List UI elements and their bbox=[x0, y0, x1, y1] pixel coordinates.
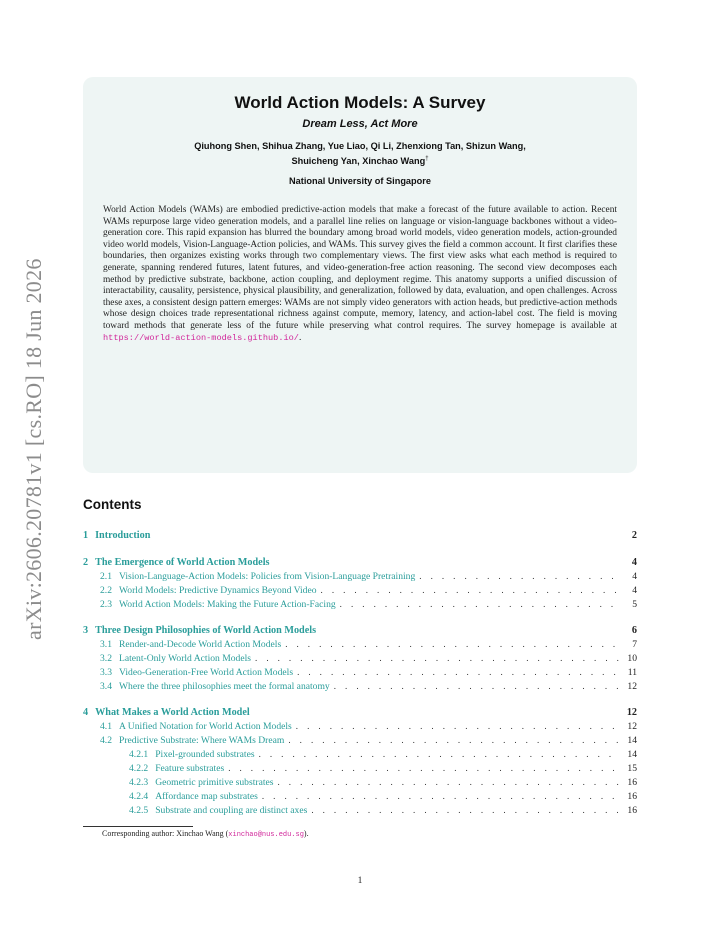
page-number: 1 bbox=[357, 876, 363, 886]
abstract bbox=[103, 205, 617, 344]
footnote: Corresponding author: Xinchao Wang (xinchao@nus.edu.sg). bbox=[102, 829, 309, 839]
abstract-text: World Action Models (WAMs) are embodied predictive-action models that make a forecast of the future available to action. Recent WAMs repurpose large video generation models, and a parallel line relies on language or vision-language backbones without a video-generation core. This rapid expansion has blurred the boundary among broad world models, video generation models, action-grounded video world models, Vision-Language-Action policies, and WAMs. This survey gives the field a common account. It first clarifies these boundaries, then organizes existing works through two complementary views. The first view asks what each method is required to generate, spanning rendered futures, latent futures, and video-generation-free action reasoning. The second view decomposes each method by predictive substrate, backbone, action coupling, and deployment regime. This anatomy supports a unified discussion of interactability, causality, persistence, physical plausibility, and generalization, followed by data, evaluation, and open challenges. Across these axes, a consistent design pattern emerges: WAMs are not simply video generators with action heads, but predictive-action methods whose design choices trade representational richness against compute, memory, latency, and action-label cost. The field is moving toward methods that generate less of the future while preserving what control requires. The survey homepage is available at bbox=[103, 205, 617, 331]
footnote-rule bbox=[83, 826, 193, 827]
homepage-link[interactable]: https://world-action-models.github.io/ bbox=[103, 332, 299, 343]
abstract-end: . bbox=[298, 332, 302, 343]
toc-entry-2-1[interactable]: 2.1 Vision-Language-Action Models: Policies from Vision-Language Pretraining . . . 4 bbox=[100, 571, 637, 583]
title-abstract-box bbox=[83, 77, 637, 473]
corresponding-email-link[interactable]: xinchao@nus.edu.sg bbox=[228, 831, 304, 839]
arxiv-identifier: arXiv:2606.20781v1 [cs.RO] 18 Jun 2026 bbox=[21, 258, 46, 640]
toc-entry-4[interactable]: 4 What Makes a World Action Model 12 bbox=[83, 707, 637, 718]
authors-line-2: Shuicheng Yan, Xinchao Wang bbox=[291, 156, 426, 167]
toc-entry-3-2[interactable]: 3.2 Latent-Only World Action Models . . . 10 bbox=[100, 653, 637, 665]
author-list bbox=[143, 140, 577, 168]
toc-entry-2-3[interactable]: 2.3 World Action Models: Making the Future Action-Facing . . . 5 bbox=[100, 599, 637, 611]
toc-entry-4-2-1[interactable]: 4.2.1 Pixel-grounded substrates . . . 14 bbox=[129, 749, 637, 761]
toc-entry-4-2-2[interactable]: 4.2.2 Feature substrates . . . 15 bbox=[129, 763, 637, 775]
toc-entry-3-3[interactable]: 3.3 Video-Generation-Free World Action Models . . . 11 bbox=[100, 667, 637, 679]
authors-line-1: Qiuhong Shen, Shihua Zhang, Yue Liao, Qi Li, Zhenxiong Tan, Shizun Wang, bbox=[194, 141, 526, 151]
toc-entry-3-4[interactable]: 3.4 Where the three philosophies meet the formal anatomy . . . 12 bbox=[100, 681, 637, 693]
toc-entry-1[interactable]: 1 Introduction 2 bbox=[83, 530, 637, 541]
toc-entry-3[interactable]: 3 Three Design Philosophies of World Action Models 6 bbox=[83, 625, 637, 636]
toc-entry-3-1[interactable]: 3.1 Render-and-Decode World Action Models . . . 7 bbox=[100, 639, 637, 651]
paper-title: World Action Models: A Survey bbox=[234, 93, 486, 112]
toc-entry-4-2[interactable]: 4.2 Predictive Substrate: Where WAMs Dream . . . 14 bbox=[100, 735, 637, 747]
contents-heading: Contents bbox=[83, 497, 142, 512]
toc-entry-2-2[interactable]: 2.2 World Models: Predictive Dynamics Beyond Video . . . 4 bbox=[100, 585, 637, 597]
toc-entry-4-2-3[interactable]: 4.2.3 Geometric primitive substrates . . . 16 bbox=[129, 777, 637, 789]
toc-entry-4-2-5[interactable]: 4.2.5 Substrate and coupling are distinct axes . . . 16 bbox=[129, 805, 637, 817]
toc-entry-4-1[interactable]: 4.1 A Unified Notation for World Action Models . . . 12 bbox=[100, 721, 637, 733]
corresponding-author-mark: † bbox=[425, 156, 429, 162]
toc-entry-4-2-4[interactable]: 4.2.4 Affordance map substrates . . . 16 bbox=[129, 791, 637, 803]
toc-entry-2[interactable]: 2 The Emergence of World Action Models 4 bbox=[83, 557, 637, 568]
paper-subtitle: Dream Less, Act More bbox=[302, 118, 418, 130]
affiliation: National University of Singapore bbox=[289, 176, 431, 186]
